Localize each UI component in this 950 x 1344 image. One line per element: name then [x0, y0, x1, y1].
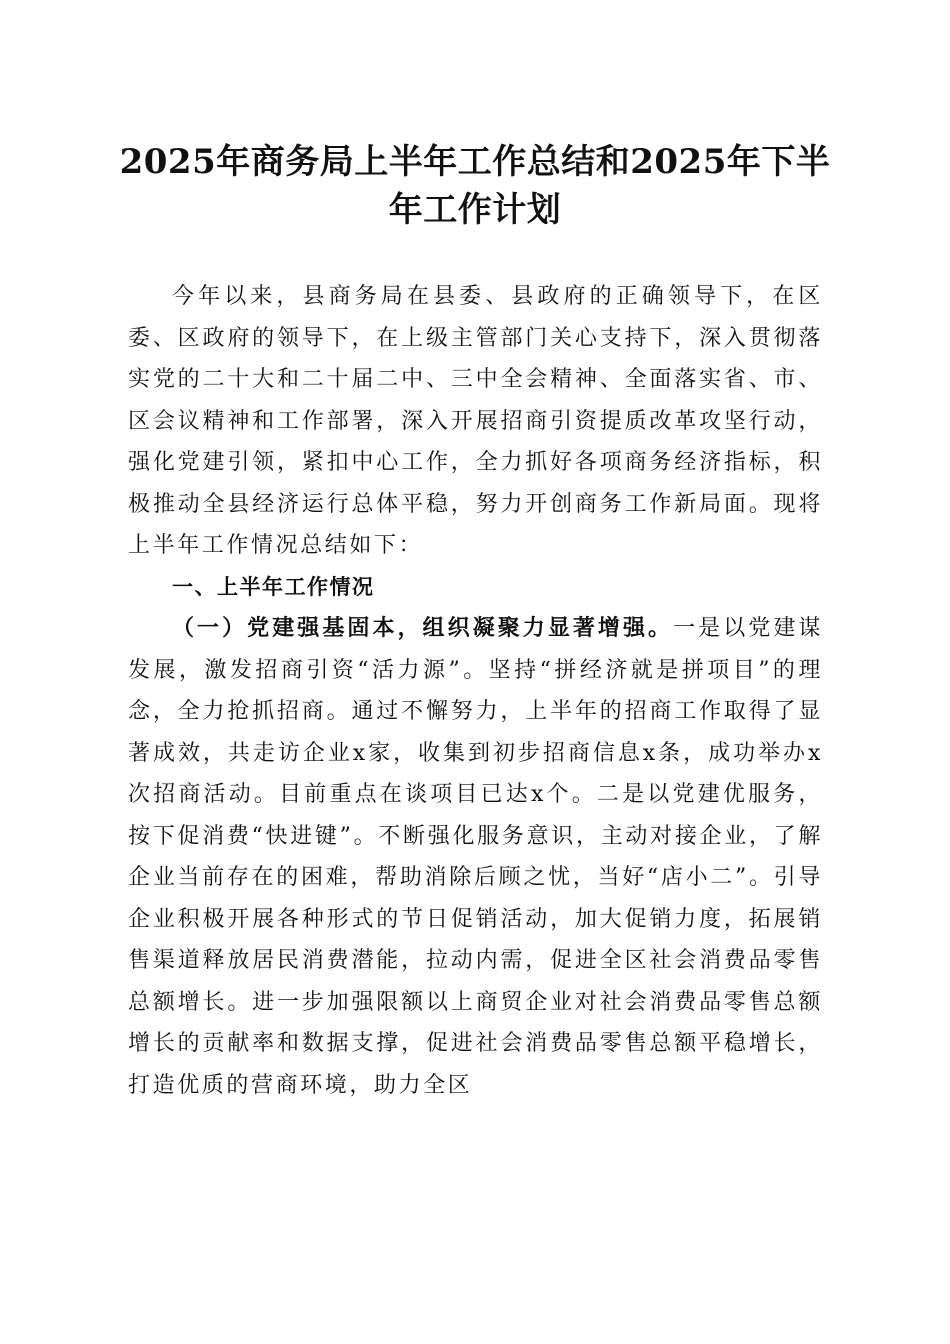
subsection-text: 一是以党建谋发展，激发招商引资“活力源”。坚持“拼经济就是拼项目”的理念，全力抢抓招商。通过不懈努力，上半年的招商工作取得了显著成效，共走访企业x家，收集到初步招商信息x条，成功举办x次招商活动。目前重点在谈项目已达x个。二是以党建优服务，按下促消费“快进键”。不断强化服务意识，主动对接企业，了解企业当前存在的困难，帮助消除后顾之忧，当好“店小二”。引导企业积极开展各种形式的节日促销活动，加大促销力度，拓展销售渠道释放居民消费潜能，拉动内需，促进全区社会消费品零售总额增长。进一步加强限额以上商贸企业对社会消费品零售总额增长的贡献率和数据支撑，促进社会消费品零售总额平稳增长，打造优质的营商环境，助力全区 — [128, 616, 823, 1098]
subsection-lead: （一）党建强基固本，组织凝聚力显著增强。 — [172, 615, 674, 641]
document-title — [100, 138, 850, 234]
title-line-2: 年工作计划 — [388, 190, 562, 230]
section-heading: 一、上半年工作情况 — [172, 574, 375, 599]
subsection-paragraph — [128, 608, 823, 1106]
title-line-1: 2025年商务局上半年工作总结和2025年下半 — [119, 142, 831, 182]
intro-paragraph: 今年以来，县商务局在县委、县政府的正确领导下，在区委、区政府的领导下，在上级主管部门关心支持下，深入贯彻落实党的二十大和二十届二中、三中全会精神、全面落实省、市、区会议精神和工作部署，深入开展招商引资提质改革攻坚行动，强化党建引领，紧扣中心工作，全力抓好各项商务经济指标，积极推动全县经济运行总体平稳，努力开创商务工作新局面。现将上半年工作情况总结如下： — [128, 284, 823, 558]
document-body — [128, 276, 823, 1106]
